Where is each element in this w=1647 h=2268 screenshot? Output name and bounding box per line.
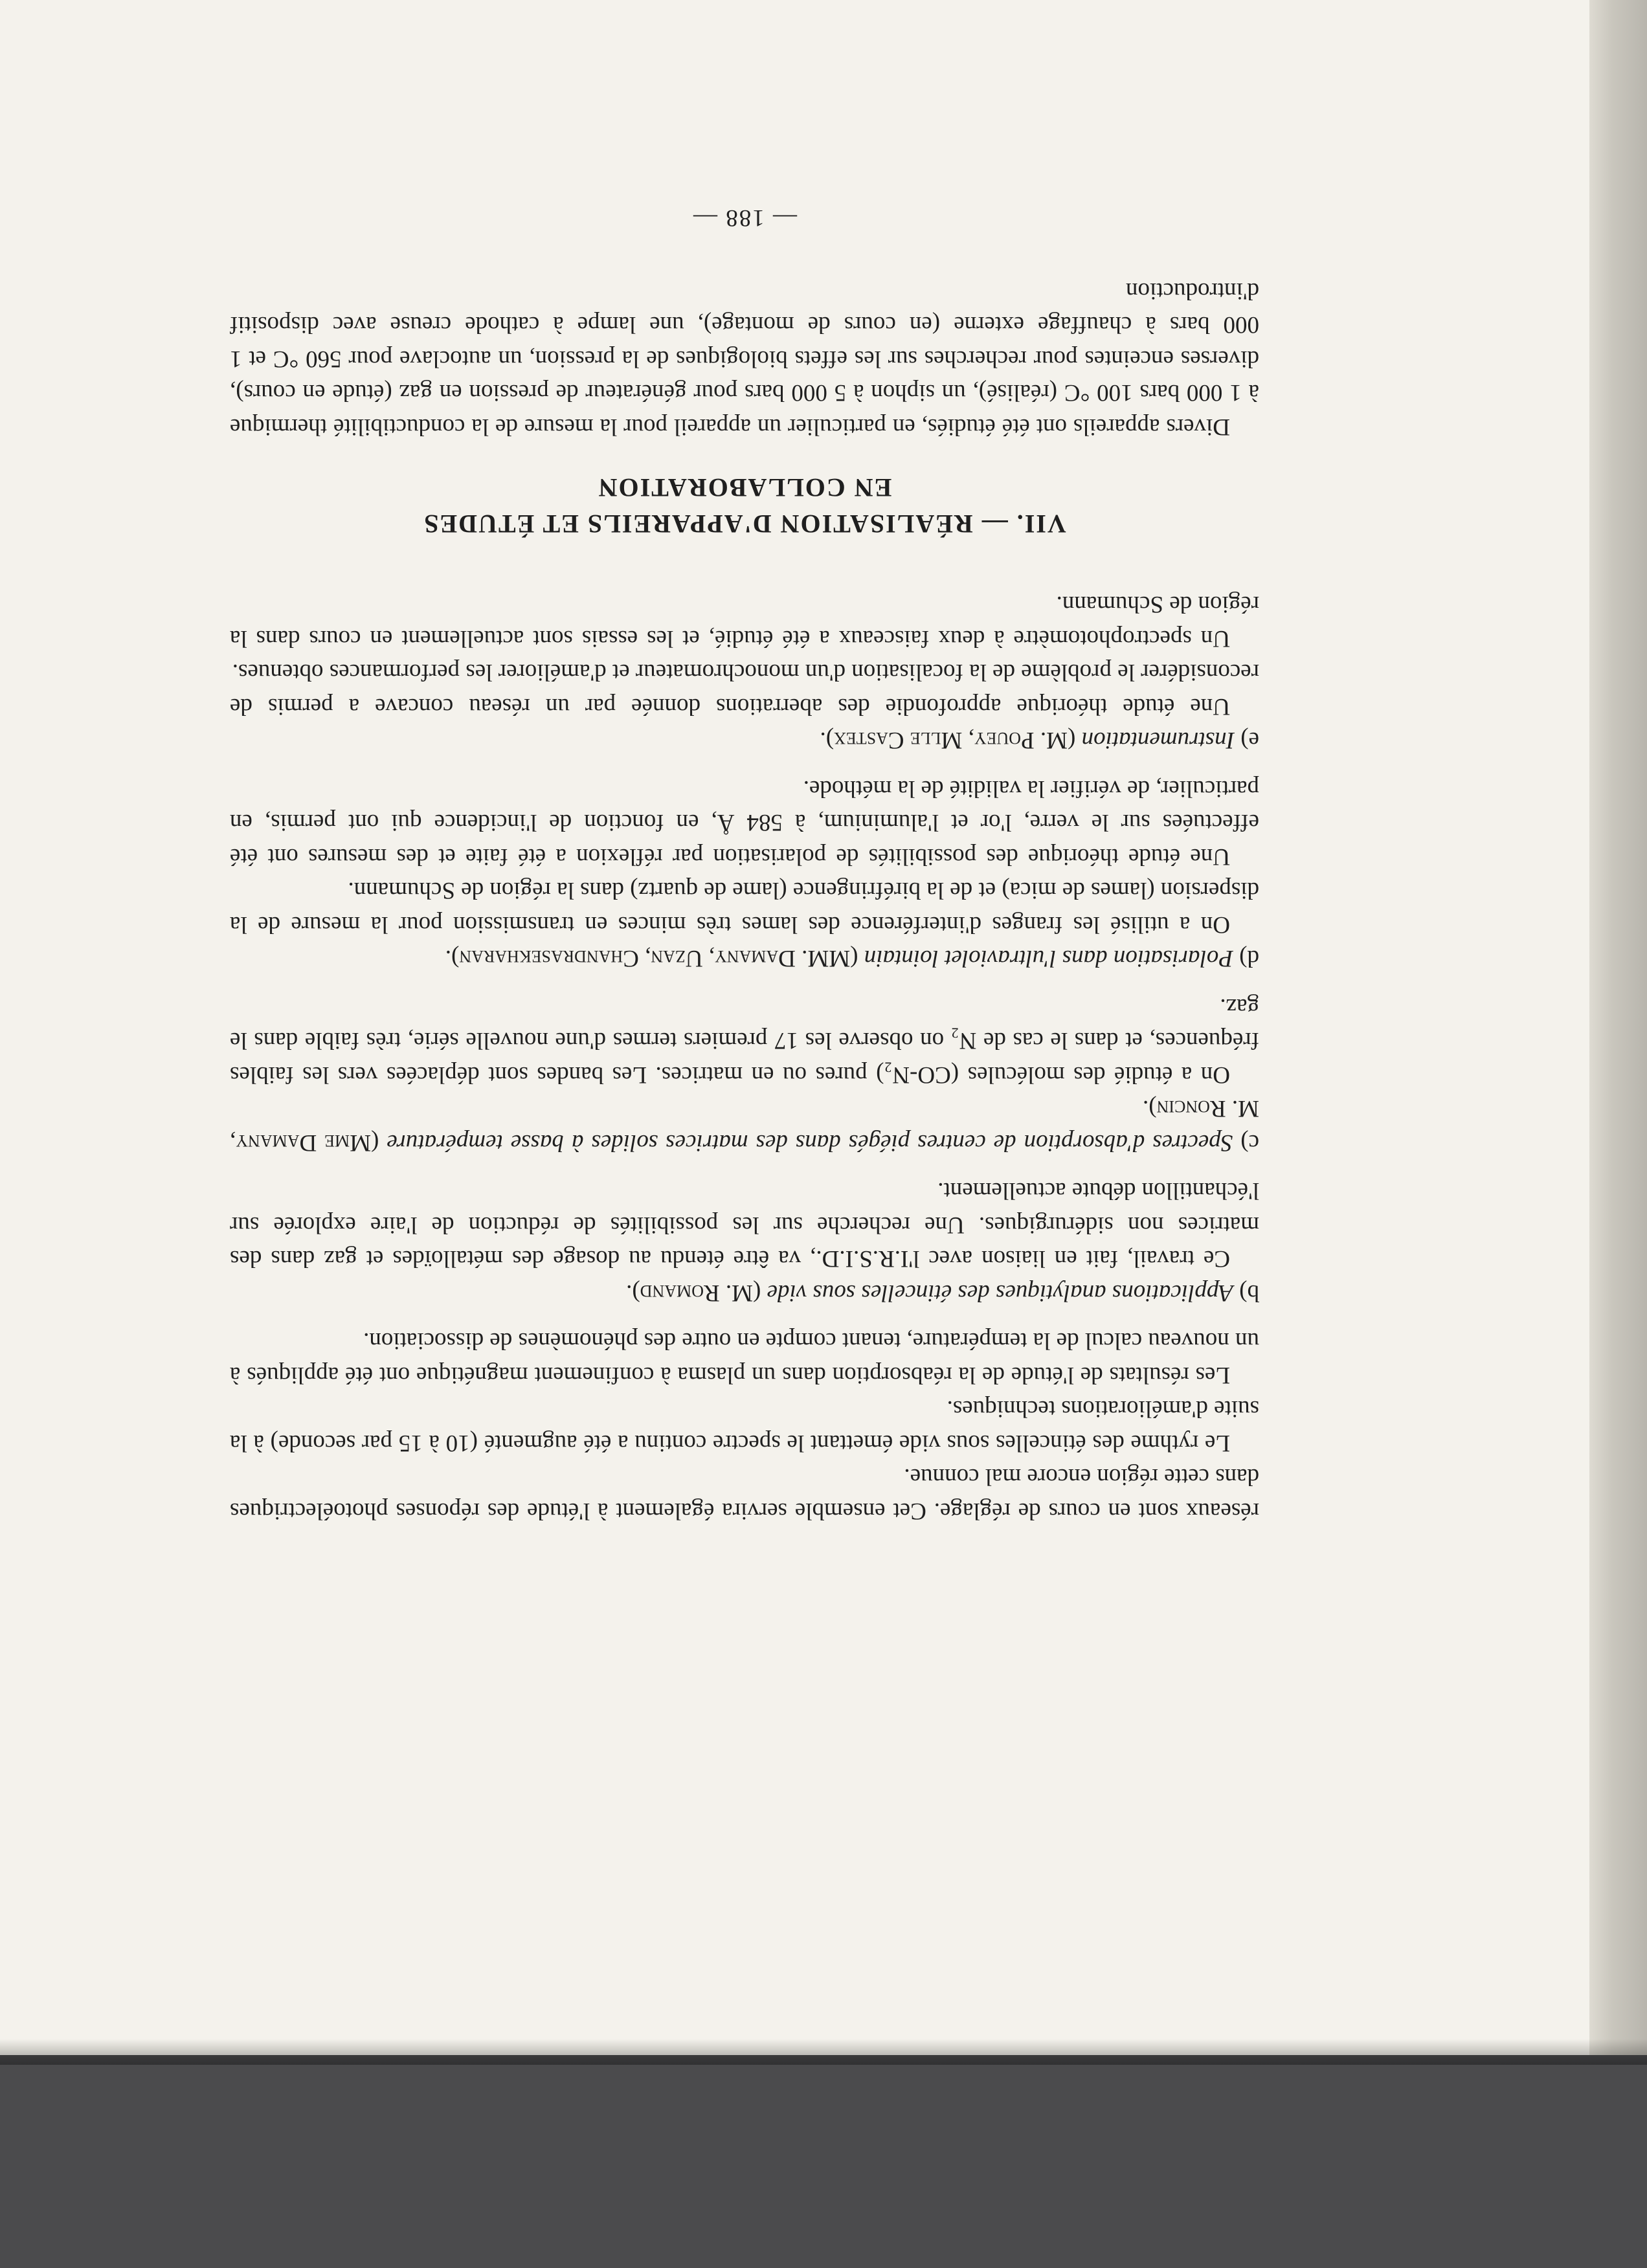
- subsection-b-title: Applications analytiques des étincelles sous vide: [767, 1280, 1233, 1306]
- subsection-e-paragraph-1: Une étude théorique approfondie des aberrations donnée par un réseau concave a permis de reconsidérer le problème de la focalisation d'un monochromateur et d'améliorer les performances obtenues.: [230, 659, 1259, 720]
- subsection-b-paragraph: Ce travail, fait en liaison avec l'I.R.S.I.D., va être étendu au dosage des métalloïdes et gaz dans des matrices non sidérurgiques. Une recherche sur les possibilités de réduction de l'aire explorée sur l'échantillon débute actuellement.: [230, 1177, 1259, 1273]
- subsection-b-heading: [230, 1276, 1259, 1310]
- subsection-d-authors: (MM. Damany, Uzan, Chandrasekharan).: [445, 945, 858, 972]
- subsection-b-label: b): [1239, 1280, 1259, 1306]
- paragraph-rythme: Le rythme des étincelles sous vide émettant le spectre continu a été augmenté (10 à 15 par seconde) à la suite d'améliorations techniques.: [230, 1395, 1259, 1456]
- subsection-c-authors: (Mme Damany, M. Roncin).: [230, 1095, 1259, 1156]
- subsection-b-authors: (M. Romand).: [626, 1280, 761, 1306]
- subsection-c-label: c): [1240, 1129, 1259, 1156]
- page-spine-shadow: [1589, 0, 1647, 2055]
- subsection-e-authors: (M. Pouey, Mlle Castex).: [820, 727, 1076, 754]
- section-vii-title-line1: VII. — RÉALISATION D'APPAREILS ET ÉTUDES: [423, 509, 1066, 539]
- paragraph-resultats: Les résultats de l'étude de la réabsorption dans un plasma à confinement magnétique ont été appliqués à un nouveau calcul de la température, tenant compte en outre des phénomènes de dissociation.: [230, 1328, 1259, 1388]
- subsection-d-label: d): [1239, 945, 1259, 972]
- subsection-e-paragraph-2: Un spectrophotomètre à deux faisceaux a été étudié, et les essais sont actuellement en cours dans la région de Schumann.: [230, 591, 1259, 652]
- subsection-e-heading: [230, 723, 1259, 757]
- page-edge-shadow: [0, 2039, 1647, 2065]
- section-vii-title: [230, 469, 1259, 542]
- subsection-c-heading: [230, 1091, 1259, 1159]
- subsection-d-paragraph-2: Une étude théorique des possibilités de polarisation par réflexion a été faite et des mesures ont été effectuées sur le verre, l'or et l'aluminium, à 584 Å, en fonction de l'incidence qui ont permis, en particulier, de vérifier la validité de la méthode.: [230, 775, 1259, 870]
- subsection-d-paragraph-1: On a utilisé les franges d'interférence des lames très minces en transmission pour la mesure de la dispersion (lames de mica) et de la biréfringence (lame de quartz) dans la région de Schumann.: [230, 877, 1259, 938]
- subsection-e-label: e): [1240, 727, 1259, 754]
- subsection-d-heading: [230, 941, 1259, 975]
- subsection-c-title: Spectres d'absorption de centres piégés dans des matrices solides à basse température: [387, 1129, 1233, 1156]
- upside-down-text-block: [230, 201, 1259, 1528]
- subsection-e-title: Instrumentation: [1081, 727, 1235, 754]
- subsection-d-title: Polarisation dans l'ultraviolet lointain: [864, 945, 1233, 972]
- section-vii-title-line2: EN COLLABORATION: [597, 473, 892, 502]
- paragraph-reseaux: réseaux sont en cours de réglage. Cet ensemble servira également à l'étude des réponses photoélectriques dans cette région encore mal connue.: [230, 1463, 1259, 1524]
- section-vii-paragraph: Divers appareils ont été étudiés, en particulier un appareil pour la mesure de la conductibilité thermique à 1 000 bars 100 °C (réalisé), un siphon à 5 000 bars pour générateur de pression en gaz (étude en cours), diverses enceintes pour recherches sur les effets biologiques de la pression, un autoclave pour 560 °C et 1 000 bars à chauffage externe (en cours de montage), une lampe à cathode creuse avec dispositif d'introduction: [230, 278, 1259, 440]
- page-number: — 188 —: [692, 205, 797, 232]
- subsection-c-paragraph: On a étudié des molécules (CO-N₂) pures ou en matrices. Les bandes sont déplacées vers les faibles fréquences, et dans le cas de N₂ on observe les 17 premiers termes d'une nouvelle série, très faible dans le gaz.: [230, 994, 1259, 1088]
